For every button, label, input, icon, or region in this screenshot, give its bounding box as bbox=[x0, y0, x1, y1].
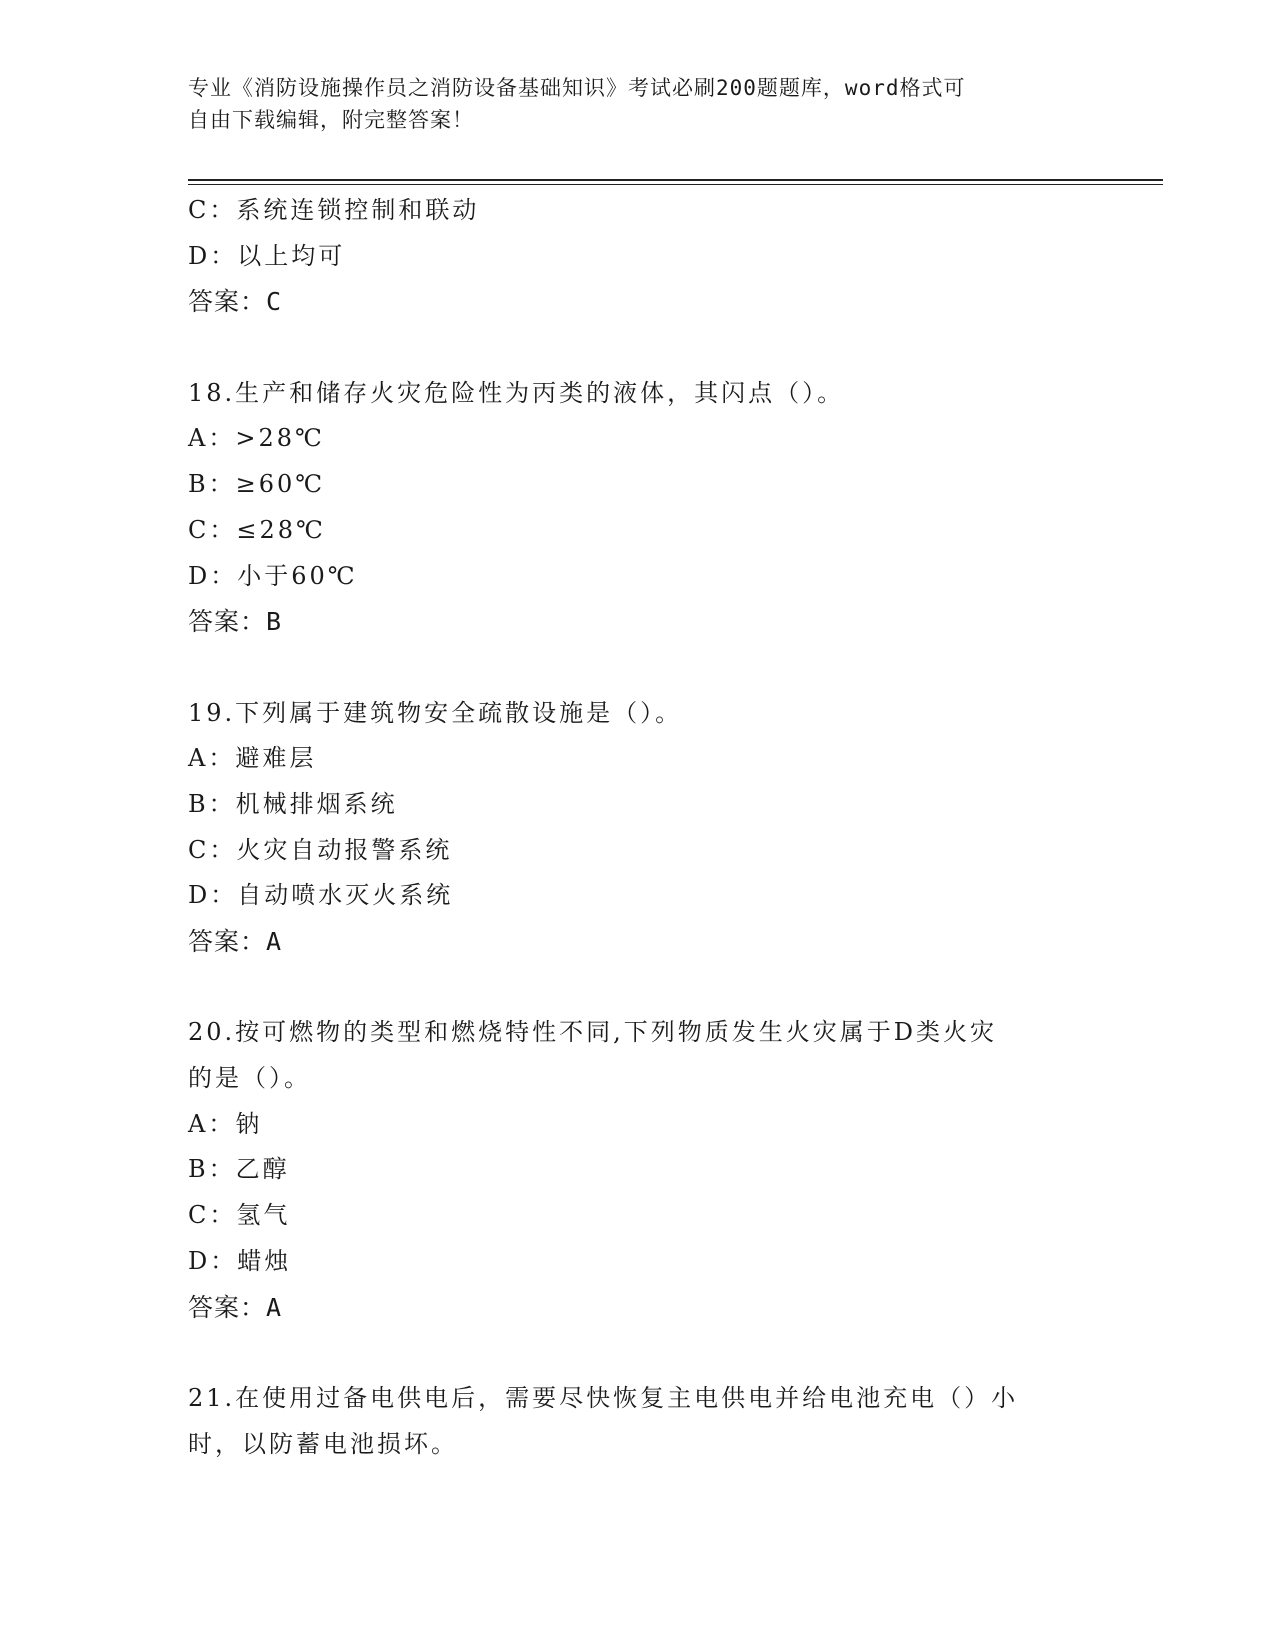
option-c: C：系统连锁控制和联动 bbox=[188, 196, 480, 224]
question-21 bbox=[188, 1376, 1088, 1467]
option-b: B：乙醇 bbox=[188, 1155, 290, 1184]
answer-line: 答案：B bbox=[188, 607, 283, 637]
option-c: C：≤28℃ bbox=[188, 515, 326, 544]
question-17-tail bbox=[188, 188, 1088, 325]
header-line-2: 自由下载编辑，附完整答案！ bbox=[188, 108, 474, 132]
option-c: C：氢气 bbox=[188, 1201, 291, 1230]
document-header bbox=[188, 72, 1068, 136]
option-b: B：机械排烟系统 bbox=[188, 789, 398, 818]
question-19 bbox=[188, 691, 1088, 965]
header-line-1: 专业《消防设施操作员之消防设备基础知识》考试必刷200题题库，word格式可 bbox=[188, 76, 966, 100]
spacer bbox=[188, 1330, 1088, 1376]
question-stem-line-1: 20.按可燃物的类型和燃烧特性不同,下列物质发生火灾属于D类火灾 bbox=[188, 1018, 998, 1047]
option-d: D：小于60℃ bbox=[188, 561, 358, 590]
option-d: D：蜡烛 bbox=[188, 1246, 292, 1275]
spacer bbox=[188, 965, 1088, 1011]
question-list bbox=[188, 188, 1088, 1467]
question-stem: 18.生产和储存火灾危险性为丙类的液体，其闪点（）。 bbox=[188, 378, 845, 407]
answer-line: 答案：A bbox=[188, 927, 283, 956]
option-d: D：以上均可 bbox=[188, 241, 346, 270]
option-a: A：>28℃ bbox=[188, 424, 325, 453]
question-stem-line-1: 21.在使用过备电供电后，需要尽快恢复主电供电并给电池充电（）小 bbox=[188, 1383, 1019, 1412]
header-divider bbox=[188, 179, 1163, 185]
spacer bbox=[188, 645, 1088, 691]
question-stem-line-2: 时，以防蓄电池损坏。 bbox=[188, 1429, 458, 1458]
answer-line: 答案：C bbox=[188, 287, 283, 317]
option-a: A：钠 bbox=[188, 1109, 263, 1138]
question-stem-line-2: 的是（）。 bbox=[188, 1064, 311, 1093]
answer-line: 答案：A bbox=[188, 1292, 283, 1322]
question-20 bbox=[188, 1010, 1088, 1330]
spacer bbox=[188, 325, 1088, 371]
option-c: C：火灾自动报警系统 bbox=[188, 835, 453, 864]
option-d: D：自动喷水灭火系统 bbox=[188, 881, 454, 910]
option-b: B：≥60℃ bbox=[188, 470, 326, 499]
question-stem: 19.下列属于建筑物安全疏散设施是（）。 bbox=[188, 698, 683, 727]
option-a: A：避难层 bbox=[188, 744, 317, 773]
question-18 bbox=[188, 371, 1088, 645]
